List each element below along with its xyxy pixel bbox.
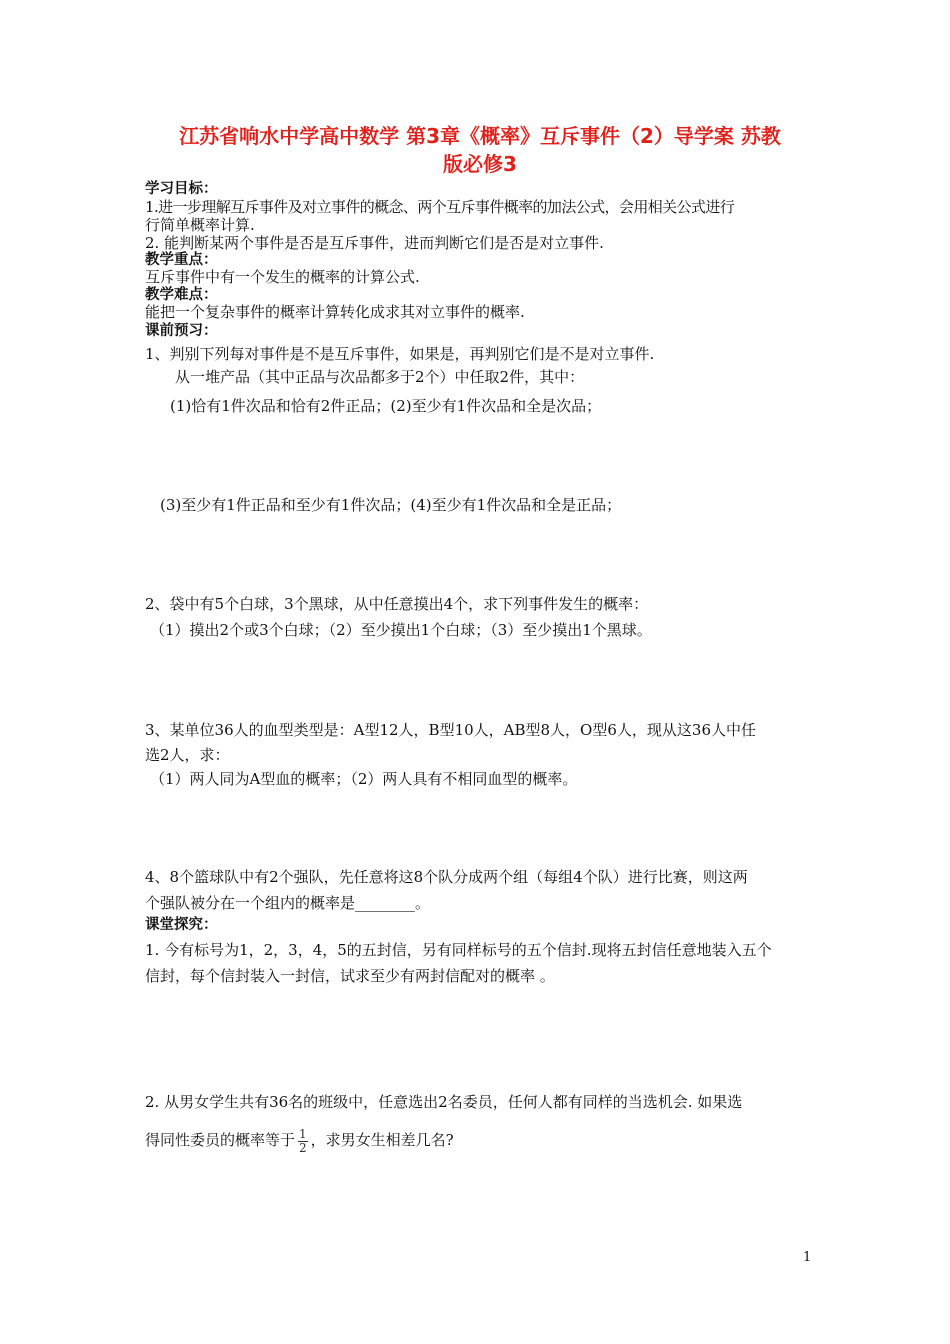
exploration-q1-line-2: 信封，每个信封装入一封信，试求至少有两封信配对的概率 。 [145,967,555,985]
preview-q1-parts-3-4: (3)至少有1件正品和至少有1件次品；(4)至少有1件次品和全是正品； [160,496,622,514]
fraction-numerator: 1 [299,1126,307,1141]
objective-1-line-1: 1.进一步理解互斥事件及对立事件的概念、两个互斥事件概率的加法公式，会用相关公式进行 [145,198,735,216]
preview-q1-context: 从一堆产品（其中正品与次品都多于2个）中任取2件，其中： [175,368,585,386]
exploration-heading: 课堂探究： [145,917,218,933]
preview-q4-line-1: 4、8个篮球队中有2个强队，先任意将这8个队分成两个组（每组4个队）进行比赛，则这两 [145,868,748,886]
fraction-denominator: 2 [299,1140,307,1155]
preview-q3-stem-line-2: 选2人，求： [145,746,230,764]
title-line-1: 江苏省响水中学高中数学 第3章《概率》互斥事件（2）导学案 苏教 [179,124,781,148]
preview-q1-stem: 1、判别下列每对事件是不是互斥事件，如果是，再判别它们是不是对立事件. [145,345,655,363]
page-number: 1 [803,1250,812,1265]
difficulties-text: 能把一个复杂事件的概率计算转化成求其对立事件的概率. [145,303,525,321]
objective-2: 2. 能判断某两个事件是否是互斥事件，进而判断它们是否是对立事件. [145,234,604,252]
preview-q3-parts: （1）两人同为A型血的概率；（2）两人具有不相同血型的概率。 [150,770,578,788]
difficulties-heading: 教学难点： [145,287,218,303]
preview-q1-parts-1-2: (1)恰有1件次品和恰有2件正品；(2)至少有1件次品和全是次品； [170,397,602,415]
objective-1-line-2: 行简单概率计算. [145,216,255,234]
exploration-q2-text-after: ，求男女生相差几名? [310,1131,454,1149]
preview-q2-stem: 2、袋中有5个白球，3个黑球，从中任意摸出4个，求下列事件发生的概率： [145,595,649,613]
document-title [140,122,820,178]
exploration-q2-line-2 [145,1120,454,1160]
exploration-q1-line-1: 1. 今有标号为1，2，3，4，5的五封信，另有同样标号的五个信封.现将五封信任意地装入五个 [145,941,772,959]
preview-q3-stem-line-1: 3、某单位36人的血型类型是：A型12人，B型10人，AB型8人，O型6人，现从这36人中任 [145,721,756,739]
fraction-one-half [298,1128,308,1155]
objectives-heading: 学习目标： [145,181,218,197]
exploration-q2-line-1: 2. 从男女学生共有36名的班级中，任意选出2名委员，任何人都有同样的当选机会. 如果选 [145,1093,743,1111]
title-line-2: 版必修3 [443,152,517,176]
preview-q2-parts: （1）摸出2个或3个白球；（2）至少摸出1个白球；（3）至少摸出1个黑球。 [150,621,652,639]
preview-q4-line-2: 个强队被分在一个组内的概率是________。 [145,894,431,912]
exploration-q2-text-before: 得同性委员的概率等于 [145,1131,296,1149]
key-points-heading: 教学重点： [145,252,218,268]
key-points-text: 互斥事件中有一个发生的概率的计算公式. [145,268,420,286]
preview-heading: 课前预习： [145,323,218,339]
